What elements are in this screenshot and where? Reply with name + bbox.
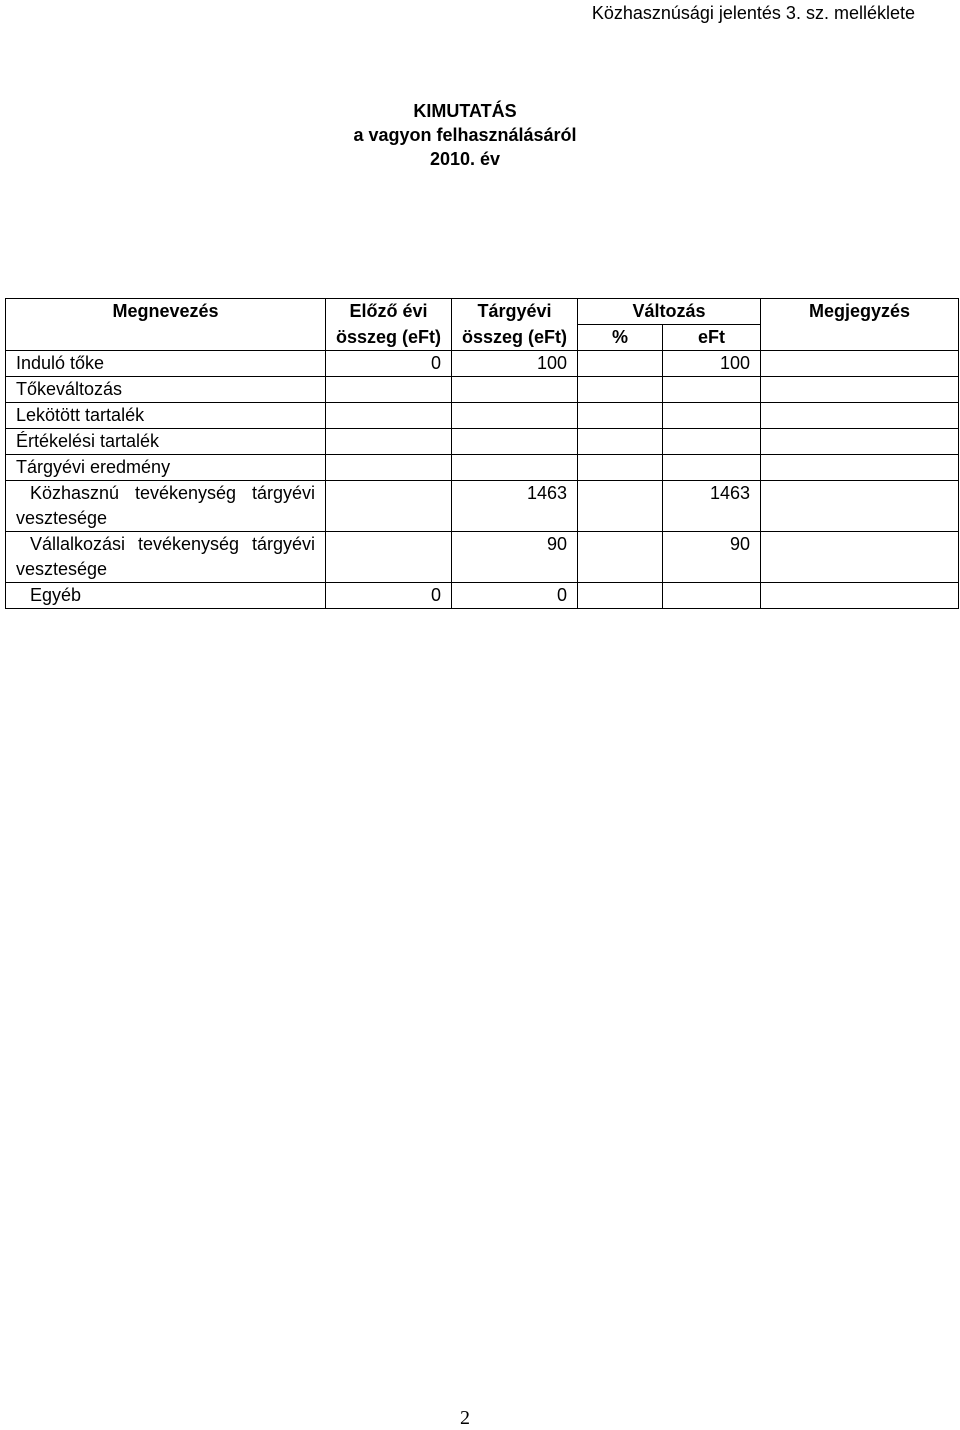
row-label-line1: Közhasznú tevékenység tárgyévi bbox=[30, 483, 315, 503]
table-row-tokevaltozas bbox=[6, 377, 959, 403]
cell-elozo: 0 bbox=[326, 583, 452, 609]
header-valtozas-eft: eFt bbox=[663, 325, 761, 351]
row-label: Lekötött tartalék bbox=[6, 403, 326, 429]
cell-pct bbox=[578, 583, 663, 609]
cell-megjegyzes bbox=[761, 532, 959, 583]
cell-eft: 1463 bbox=[663, 481, 761, 532]
cell-elozo bbox=[326, 377, 452, 403]
cell-elozo bbox=[326, 481, 452, 532]
cell-megjegyzes bbox=[761, 403, 959, 429]
title-line-1: KIMUTATÁS bbox=[413, 101, 517, 121]
row-label: Tárgyévi eredmény bbox=[6, 455, 326, 481]
cell-eft bbox=[663, 455, 761, 481]
document-title bbox=[0, 99, 930, 171]
cell-pct bbox=[578, 455, 663, 481]
header-targyevi-line2: összeg (eFt) bbox=[452, 325, 578, 351]
cell-elozo: 0 bbox=[326, 351, 452, 377]
cell-megjegyzes bbox=[761, 429, 959, 455]
header-targyevi-line1: Tárgyévi bbox=[452, 299, 578, 325]
row-label: Egyéb bbox=[6, 583, 326, 609]
title-line-3: 2010. év bbox=[429, 149, 501, 169]
header-megjegyzes: Megjegyzés bbox=[761, 299, 959, 351]
row-label bbox=[6, 481, 326, 532]
table-row-indulo-toke bbox=[6, 351, 959, 377]
cell-targyevi: 1463 bbox=[452, 481, 578, 532]
header-valtozas: Változás bbox=[578, 299, 761, 325]
header-valtozas-pct: % bbox=[578, 325, 663, 351]
cell-eft bbox=[663, 429, 761, 455]
cell-pct bbox=[578, 481, 663, 532]
cell-elozo bbox=[326, 429, 452, 455]
header-elozo-line1: Előző évi bbox=[326, 299, 452, 325]
header-megnevezes: Megnevezés bbox=[6, 299, 326, 351]
row-label: Értékelési tartalék bbox=[6, 429, 326, 455]
row-label: Tőkeváltozás bbox=[6, 377, 326, 403]
header-elozo-line2: összeg (eFt) bbox=[326, 325, 452, 351]
row-label-line1: Vállalkozási tevékenység tárgyévi bbox=[30, 534, 315, 554]
cell-pct bbox=[578, 429, 663, 455]
table-row-lekotott-tartalek bbox=[6, 403, 959, 429]
row-label bbox=[6, 532, 326, 583]
cell-eft bbox=[663, 583, 761, 609]
cell-eft: 100 bbox=[663, 351, 761, 377]
cell-eft: 90 bbox=[663, 532, 761, 583]
cell-pct bbox=[578, 351, 663, 377]
cell-pct bbox=[578, 403, 663, 429]
cell-targyevi: 100 bbox=[452, 351, 578, 377]
cell-pct bbox=[578, 532, 663, 583]
cell-megjegyzes bbox=[761, 455, 959, 481]
cell-megjegyzes bbox=[761, 583, 959, 609]
row-label: Induló tőke bbox=[6, 351, 326, 377]
header-note: Közhasznúsági jelentés 3. sz. melléklete bbox=[591, 3, 915, 23]
cell-pct bbox=[578, 377, 663, 403]
cell-targyevi bbox=[452, 429, 578, 455]
cell-eft bbox=[663, 377, 761, 403]
page-number: 2 bbox=[460, 1407, 470, 1429]
cell-targyevi: 0 bbox=[452, 583, 578, 609]
cell-megjegyzes bbox=[761, 481, 959, 532]
row-label-line2: vesztesége bbox=[16, 508, 108, 528]
table-row-ertekelesi-tartalek bbox=[6, 429, 959, 455]
cell-targyevi bbox=[452, 377, 578, 403]
cell-elozo bbox=[326, 403, 452, 429]
cell-megjegyzes bbox=[761, 377, 959, 403]
header-row-1 bbox=[6, 299, 959, 325]
row-label-line2: vesztesége bbox=[16, 559, 108, 579]
cell-elozo bbox=[326, 532, 452, 583]
cell-eft bbox=[663, 403, 761, 429]
cell-targyevi: 90 bbox=[452, 532, 578, 583]
cell-elozo bbox=[326, 455, 452, 481]
cell-targyevi bbox=[452, 403, 578, 429]
table-row-vallalkozasi-veszteseg bbox=[6, 532, 959, 583]
table-row-egyeb bbox=[6, 583, 959, 609]
asset-usage-table bbox=[5, 298, 959, 609]
title-line-2: a vagyon felhasználásáról bbox=[353, 125, 577, 145]
table-row-kozhasznu-veszteseg bbox=[6, 481, 959, 532]
cell-megjegyzes bbox=[761, 351, 959, 377]
cell-targyevi bbox=[452, 455, 578, 481]
table-row-targyevi-eredmeny bbox=[6, 455, 959, 481]
